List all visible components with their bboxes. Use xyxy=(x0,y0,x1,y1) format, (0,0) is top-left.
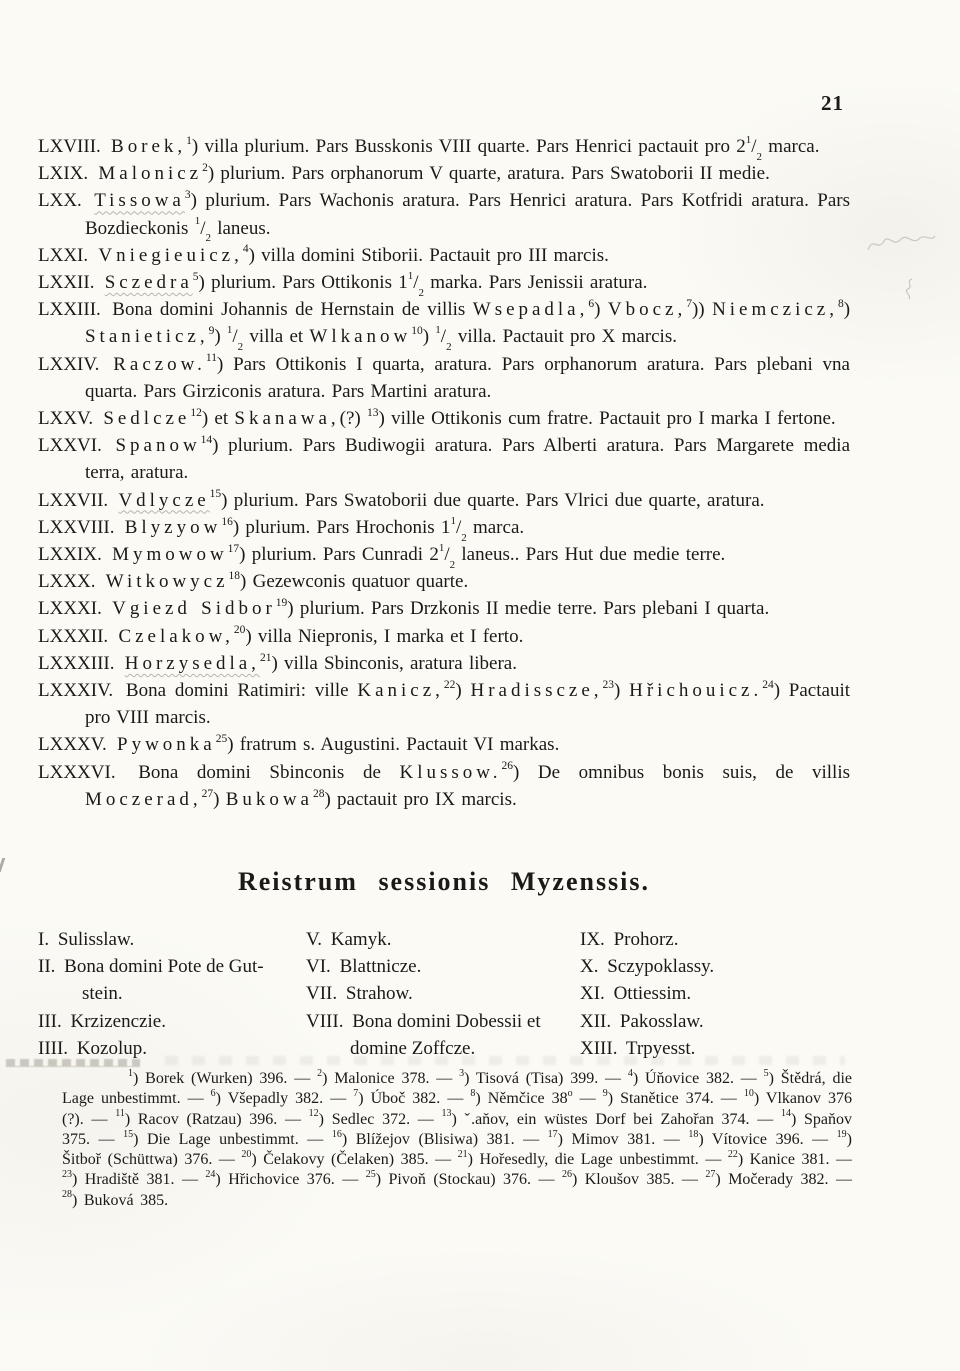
footnote-ref: 14 xyxy=(780,1108,791,1120)
footnote-ref: 19 xyxy=(275,597,288,610)
footnote-ref: 10 xyxy=(411,325,423,338)
entry-text: Bona domini Ratimiri: ville xyxy=(125,680,358,702)
footnote-ref: 7 xyxy=(686,297,692,310)
entry xyxy=(38,296,851,354)
place-name: Bukowa xyxy=(225,788,313,810)
entry-text: ) villa domini Stiborii. Pactauit pro III marcis. xyxy=(248,244,609,266)
footnote-ref: 11 xyxy=(205,352,217,365)
footnote-ref: 2 xyxy=(317,1067,323,1079)
place-name: Vdlycze xyxy=(118,489,210,511)
place-name: Vniegieuicz, xyxy=(98,244,243,266)
entry-text: ) Stanětice 374. — xyxy=(607,1090,744,1108)
fraction: $^1/_2$ xyxy=(745,133,763,163)
register-item xyxy=(38,953,306,1007)
register-item xyxy=(580,1008,848,1035)
footnote-ref: 15 xyxy=(209,488,222,501)
entry-text: ) Vítovice 396. — xyxy=(698,1130,837,1148)
entry-text: ) Pivoň (Stockau) 376. — xyxy=(375,1171,562,1189)
entry-text: ) villa plurium. Pars Busskonis VIII quarte. Pars Henrici pactauit pro 2 xyxy=(191,136,746,157)
place-name: Tissowa xyxy=(94,190,185,212)
entry-text: marca. xyxy=(762,136,820,157)
register-title: Reistrum sessionis Myzenssis. xyxy=(237,867,651,896)
entry-text: ) Pactauit pro VIII marcis. xyxy=(85,680,851,729)
entry-number: LXXIII. xyxy=(38,299,101,321)
register-item-number: X. xyxy=(580,956,599,978)
footnote-ref: 28 xyxy=(62,1189,72,1201)
page-number: 21 xyxy=(821,91,844,115)
bleed-through-strip xyxy=(165,1056,845,1065)
footnote-ref: 9 xyxy=(208,325,215,338)
footnote-ref: 10 xyxy=(743,1087,754,1099)
footnote-ref: 21 xyxy=(457,1148,468,1160)
entry-text: ) plurium. Pars Cunradi 2 xyxy=(239,544,439,566)
place-name: Wlkanow xyxy=(309,326,412,348)
entry-text: ) Čelakovy (Čelaken) 385. — xyxy=(251,1151,458,1169)
footnote-ref: 4 xyxy=(242,243,249,256)
footnote-ref: 5 xyxy=(192,270,199,283)
entry-text: ) xyxy=(214,326,227,348)
entry-text: (?) xyxy=(339,408,367,430)
place-name: Witkowycz xyxy=(105,571,229,593)
footnote-ref: 27 xyxy=(201,787,214,800)
entry-number: LXXII. xyxy=(38,272,95,294)
place-name: Hradisscze, xyxy=(470,680,603,702)
entry-text: Bona domini Sbinconis de xyxy=(138,761,400,783)
entry-text: )) xyxy=(691,299,713,321)
entry-number: LXXV. xyxy=(38,408,94,430)
register-item xyxy=(306,980,580,1007)
register-item-number: XIII. xyxy=(580,1037,618,1059)
register-item xyxy=(306,1008,580,1062)
footnote-ref: 20 xyxy=(233,624,246,637)
footnote-ref: 27 xyxy=(705,1169,716,1181)
entry-text: ) xyxy=(455,680,471,702)
entry-text: ) Malonice 378. — xyxy=(322,1070,460,1087)
register-item-number: I. xyxy=(38,929,50,950)
footnote-ref: 15 xyxy=(123,1128,134,1140)
entry xyxy=(38,187,850,245)
entry-text: ) et xyxy=(201,408,235,430)
pencil-scribble xyxy=(900,276,922,302)
footnote-ref: 13 xyxy=(367,406,379,419)
register-item xyxy=(580,980,848,1007)
entry xyxy=(38,487,850,514)
entry-text: ) De omnibus bonis suis, de villis xyxy=(512,761,851,783)
entry-text: ) Hořesedly, die Lage unbestimmt. — xyxy=(467,1151,728,1169)
register-item-number: VII. xyxy=(306,983,338,1005)
entry-number: LXIX. xyxy=(38,163,89,185)
footnote-ref: 28 xyxy=(312,787,325,800)
footnote-ref: 3 xyxy=(459,1067,465,1079)
register-item-number: XII. xyxy=(580,1010,612,1032)
register-item-number: VI. xyxy=(306,956,331,978)
entry-text: ) Úboč 382. — xyxy=(358,1090,471,1108)
entry-text: ) villa Niepronis, I marka et I ferto. xyxy=(245,625,524,647)
footnote-ref: 5 xyxy=(763,1067,769,1079)
entry-text: ) Hřichovice 376. — xyxy=(215,1171,366,1189)
entry-number: LXXVII. xyxy=(38,489,109,511)
place-name: Mymowow xyxy=(112,544,228,566)
entry-text: laneus. xyxy=(210,217,271,239)
entry-number: LXXXVI. xyxy=(38,761,116,783)
fraction: $^1/_2$ xyxy=(194,215,211,245)
footnote-ref: 17 xyxy=(547,1128,558,1140)
footnote-ref: 13 xyxy=(441,1108,452,1120)
place-name: Klussow. xyxy=(399,761,502,783)
entry-number: LXXIV. xyxy=(38,353,100,375)
entry-number: LXXVI. xyxy=(38,435,102,457)
footnote-ref: 8 xyxy=(470,1087,476,1099)
footnote-ref: 6 xyxy=(588,297,595,310)
place-name: Raczow. xyxy=(113,353,206,375)
register-column-1 xyxy=(38,926,306,1062)
register-item-name: Strahow. xyxy=(345,983,413,1005)
register-item xyxy=(306,953,580,980)
register-item-name: Bona domini Dobessii et xyxy=(352,1010,541,1032)
place-name: Vgiezd Sidbor xyxy=(112,598,276,620)
scan-edge-artifact xyxy=(0,858,5,872)
place-name: Malonicz xyxy=(98,163,203,185)
footnote-ref: 16 xyxy=(331,1128,342,1140)
entry-number: LXXXV. xyxy=(38,734,107,756)
entry xyxy=(38,731,850,758)
entry-text: — xyxy=(572,1090,603,1108)
entry-number: LXXIX. xyxy=(38,544,102,566)
entry xyxy=(38,432,850,486)
entry-text: ) xyxy=(843,299,851,321)
entry-number: LXXX. xyxy=(38,571,96,593)
register-item-number: IIII. xyxy=(38,1037,69,1059)
register-item-number: III. xyxy=(38,1010,62,1032)
entry-text: ) Borek (Wurken) 396. — xyxy=(133,1070,318,1087)
entry xyxy=(38,514,850,544)
footnote-ref: 11 xyxy=(115,1108,125,1120)
footnote-ref: 26 xyxy=(561,1169,572,1181)
entry xyxy=(38,759,850,813)
place-name: Sedlcze xyxy=(103,408,191,430)
entry-text: ) Kanice 381. — xyxy=(737,1151,852,1169)
place-name: Wsepadla, xyxy=(472,299,589,321)
entry xyxy=(38,269,850,299)
register-item-number: V. xyxy=(306,929,323,950)
entry-number: LXXVIII. xyxy=(38,516,115,538)
entry-text: ) pactauit pro IX marcis. xyxy=(324,788,517,810)
entry-text: ) Gezewconis quatuor quarte. xyxy=(240,571,469,593)
entry xyxy=(38,568,850,595)
entry-number: LXXXIV. xyxy=(38,680,114,702)
footnote-ref: 24 xyxy=(205,1169,216,1181)
entry-text: marca. xyxy=(466,516,525,538)
entry-text: ) Šitboř (Schüttwa) 376. — xyxy=(62,1130,852,1169)
entry-text: ) Buková 385. xyxy=(72,1191,169,1209)
register-item-name: Ottiessim. xyxy=(613,983,692,1005)
place-name: Horzysedla, xyxy=(124,652,260,674)
entry-text: ) Kloušov 385. — xyxy=(571,1171,706,1189)
entry-text: ) Tisová (Tisa) 399. — xyxy=(464,1070,628,1087)
entry-text: ) ville Ottikonis cum fratre. Pactauit pro I marka I fertone. xyxy=(378,408,836,430)
entry-text: ) Vlkanov 376 (?). — xyxy=(62,1090,853,1128)
entry-text: ) Blížejov (Blisiwa) 381. — xyxy=(341,1130,548,1148)
entry xyxy=(38,405,850,432)
place-name: Kanicz, xyxy=(357,680,444,702)
register-item-name: Sulisslaw. xyxy=(57,929,135,950)
entry xyxy=(38,677,850,731)
register-item xyxy=(306,926,580,953)
entry-text: Bona domini Johannis de Hernstain de villis xyxy=(112,299,473,321)
fraction: $^1/_2$ xyxy=(450,514,467,544)
entry xyxy=(38,650,850,677)
entry xyxy=(38,160,850,187)
entry-text: ) Štědrá, die Lage unbestimmt. — xyxy=(62,1070,853,1108)
place-name: Blyzyow xyxy=(124,516,222,538)
footnote-ref: 20 xyxy=(241,1148,252,1160)
entry-text: ) xyxy=(213,788,226,810)
entry-text: ) ˇ.aňov, ein wüstes Dorf bei Zahořan 374. — xyxy=(451,1110,781,1128)
entry xyxy=(38,242,850,269)
register-item-name: Kamyk. xyxy=(330,929,392,950)
place-name: Moczerad, xyxy=(85,788,202,810)
pencil-scribble xyxy=(865,230,937,258)
entry-text: ) plurium. Pars Drzkonis II medie terre. Pars plebani I quarta. xyxy=(287,598,770,620)
entry xyxy=(38,541,850,571)
entry xyxy=(38,351,850,405)
entry-number: LXXXII. xyxy=(38,625,109,647)
register-item-name: Blattnicze. xyxy=(339,956,422,978)
fraction: $^1/_2$ xyxy=(435,324,452,354)
place-name: Vbocz, xyxy=(607,299,687,321)
entry-text: ) fratrum s. Augustini. Pactauit VI markas. xyxy=(227,734,560,756)
footnote-ref: 18 xyxy=(228,569,241,582)
footnote-ref: 12 xyxy=(308,1108,319,1120)
footnote-ref: 25 xyxy=(365,1169,376,1181)
place-name: Stanieticz, xyxy=(85,326,209,348)
register-item-name: Pakosslaw. xyxy=(619,1010,704,1032)
fraction: $^1/_2$ xyxy=(226,324,244,354)
footnote-ref: 22 xyxy=(727,1148,738,1160)
entry-text: ) plurium. Pars Swatoborii due quarte. Pars Vlrici due quarte, aratura. xyxy=(221,489,765,511)
register-item-name: Kozolup. xyxy=(76,1037,147,1059)
footnote-ref: 25 xyxy=(215,733,228,746)
entry-number: LXVIII. xyxy=(38,136,101,157)
place-name: Czelakow, xyxy=(118,625,234,647)
footnote-ref: 21 xyxy=(259,651,272,664)
footnote-ref: 2 xyxy=(202,161,208,174)
footnote-ref: 17 xyxy=(227,542,240,555)
entry-text: ) plurium. Pars Ottikonis 1 xyxy=(198,272,408,294)
register-column-3 xyxy=(580,926,848,1062)
entry-number: LXXXI. xyxy=(38,598,102,620)
footnote-ref: 19 xyxy=(836,1128,847,1140)
register-item-name: Prohorz. xyxy=(613,929,679,950)
entry-text: ) Všepadly 382. — xyxy=(215,1090,354,1108)
entry-number: LXXI. xyxy=(38,244,89,266)
footnote-ref: 7 xyxy=(353,1087,359,1099)
register-item-name: Trpyesst. xyxy=(625,1037,696,1059)
entry-number: LXX. xyxy=(38,190,82,212)
register-item-name: Sczypoklassy. xyxy=(607,956,715,978)
entry-text: ) villa Sbinconis, aratura libera. xyxy=(271,652,517,674)
entry-text: ) xyxy=(594,299,608,321)
register-column-2 xyxy=(306,926,580,1062)
entry-text: laneus.. Pars Hut due medie terre. xyxy=(455,544,726,566)
entry-text: ) xyxy=(614,680,630,702)
register-item-name: stein. xyxy=(82,983,123,1005)
place-name: Pywonka xyxy=(117,734,216,756)
entry-number: LXXXIII. xyxy=(38,652,115,674)
footnotes xyxy=(62,1069,852,1211)
entry-text: ) plurium. Pars orphanorum V quarte, aratura. Pars Swatoborii II medie. xyxy=(207,163,770,185)
register-item-name: Krzizenczie. xyxy=(70,1010,166,1032)
footnote-ref: 8 xyxy=(837,297,844,310)
footnote-ref: o xyxy=(567,1087,573,1099)
entry xyxy=(38,133,850,163)
register-item-number: IX. xyxy=(580,929,605,950)
footnote-ref: 23 xyxy=(602,678,615,691)
entries xyxy=(38,133,850,813)
place-name: Hřichouicz. xyxy=(629,680,763,702)
entry-text: ) Močerady 382. — xyxy=(715,1171,853,1189)
footnote-ref: 12 xyxy=(190,406,202,419)
footnote-ref: 6 xyxy=(210,1087,216,1099)
bleed-through-mark xyxy=(6,1059,140,1067)
entry xyxy=(38,623,850,650)
footnote-ref: 18 xyxy=(688,1128,699,1140)
register-item-name: domine Zoffcze. xyxy=(350,1037,476,1059)
footnote-ref: 23 xyxy=(62,1169,72,1181)
footnote-ref: 22 xyxy=(443,678,456,691)
entry-text: ) Hradiště 381. — xyxy=(72,1171,206,1189)
entry-text: ) plurium. Pars Wachonis aratura. Pars Henrici aratura. Pars Kotfridi aratura. Pars Bozdieckonis xyxy=(85,190,850,239)
footnote-ref: 16 xyxy=(221,515,233,528)
register-item-number: XI. xyxy=(580,983,605,1005)
entry-text: ) Mimov 381. — xyxy=(557,1130,689,1148)
entry-text: marka. Pars Jenissii aratura. xyxy=(424,272,648,294)
footnote-ref: 26 xyxy=(501,760,513,773)
entry-text: ) plurium. Pars Hrochonis 1 xyxy=(232,516,451,538)
entry-text: ) Sedlec 372. — xyxy=(318,1110,442,1128)
place-name: Borek, xyxy=(111,136,187,157)
footnote-ref: 4 xyxy=(627,1067,633,1079)
entry-text: ) Racov (Ratzau) 396. — xyxy=(124,1110,309,1128)
footnote-ref: 3 xyxy=(184,189,191,202)
place-name: Skanawa, xyxy=(234,408,340,430)
entry-text: villa et xyxy=(243,326,310,348)
entry xyxy=(38,595,850,622)
register-item xyxy=(38,1008,306,1035)
footnote-ref: 14 xyxy=(200,433,213,446)
register-item xyxy=(580,926,848,953)
register-item-number: VIII. xyxy=(306,1010,344,1032)
fraction: $^1/_2$ xyxy=(407,269,424,299)
register-item-name: Bona domini Pote de Gut- xyxy=(64,956,264,978)
register-list xyxy=(38,926,850,1062)
entry-text: ) xyxy=(422,326,436,348)
place-name: Niemczicz, xyxy=(712,299,838,321)
register-item xyxy=(580,953,848,980)
footnote-ref: 24 xyxy=(762,678,774,691)
footnote-ref: 1 xyxy=(186,134,192,147)
fraction: $^1/_2$ xyxy=(438,541,456,571)
entry-text: villa. Pactauit pro X marcis. xyxy=(451,326,677,348)
place-name: Sczedra xyxy=(104,272,193,294)
entry-text: ) Pars Ottikonis I quarta, aratura. Pars orphanorum aratura. Pars plebani vna quarta. Pars Girziconis aratura. Pars Martini aratura. xyxy=(85,353,850,402)
footnote-ref: 9 xyxy=(602,1087,608,1099)
place-name: Spanow xyxy=(115,435,201,457)
entry-text: ) plurium. Pars Budiwogii aratura. Pars Alberti aratura. Pars Margarete media terra, aratura. xyxy=(85,435,851,484)
register-item-number: II. xyxy=(38,956,56,978)
entry-text: ) Němčice 38 xyxy=(475,1090,568,1108)
footnote-ref: 1 xyxy=(128,1067,133,1079)
register-item xyxy=(38,926,306,953)
entry-text: ) Úňovice 382. — xyxy=(632,1070,764,1087)
entry-text: ) Spaňov 375. — xyxy=(62,1110,853,1148)
entry-text: ) Die Lage unbestimmt. — xyxy=(133,1130,332,1148)
